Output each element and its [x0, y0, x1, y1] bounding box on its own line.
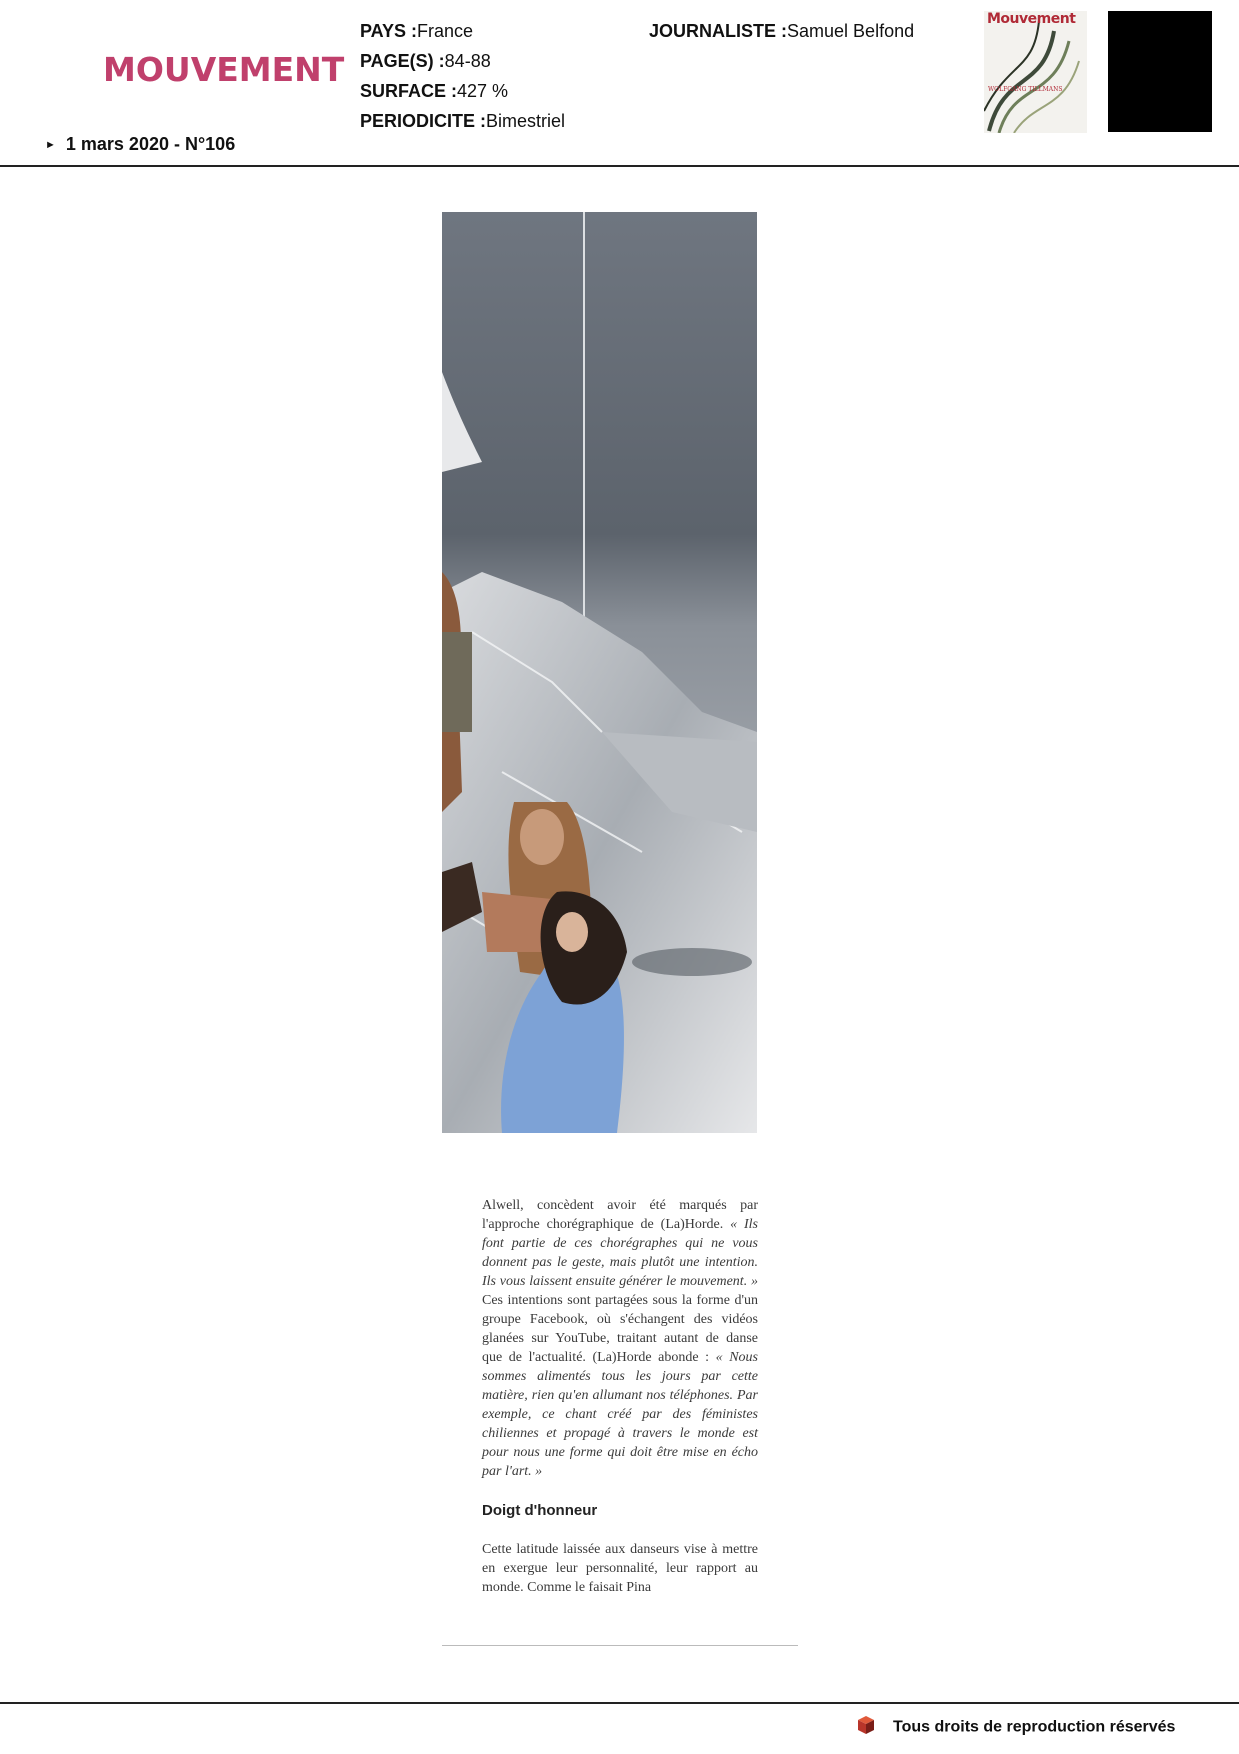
footer-divider	[0, 1702, 1239, 1704]
magazine-cover-thumbnail	[984, 11, 1087, 133]
article-paragraph-1: Alwell, concèdent avoir été marqués par l'approche chorégraphique de (La)Horde. « Ils font partie de ces chorégraphes qui ne vous donnent pas le geste, mais plutôt une intention. Ils vous laissent ensuite générer le mouvement. » Ces intentions sont partagées sous la forme d'un groupe Facebook, où s'échangent des vidéos glanées sur YouTube, traitant autant de danse que de l'actualité. (La)Horde abonde : « Nous sommes alimentés tous les jours par cette matière, rien qu'en allumant nos téléphones. Par exemple, ce chant créé par des féministes chiliennes et propagé à travers le monde est pour nous une forme qui doit être mise en écho par l'art. »	[482, 1198, 759, 1479]
article-subheading: Doigt d'honneur	[482, 1502, 598, 1519]
meta-info-left	[360, 16, 565, 136]
redacted-block	[1108, 11, 1212, 132]
article-paragraph-2: Cette latitude laissée aux danseurs vise à mettre en exergue leur personnalité, leur rapport au monde. Comme le faisait Pina	[482, 1542, 758, 1595]
article-photo	[442, 212, 757, 1133]
cover-art	[984, 11, 1087, 133]
header-divider	[0, 165, 1239, 167]
quote-1: « Ils font partie de ces chorégraphes qui ne vous donnent pas le geste, mais plutôt une intention. Ils vous laissent ensuite générer le mouvement. »	[482, 1217, 759, 1289]
photo-scene	[442, 212, 757, 1133]
issue-date-text: 1 mars 2020 - N°106	[65, 134, 236, 154]
meta-country: PAYS :France	[360, 21, 474, 41]
meta-periodicity: PERIODICITE :Bimestriel	[360, 111, 566, 131]
arrow-right-icon: ►	[45, 139, 56, 151]
issue-date	[45, 134, 235, 155]
meta-pages: PAGE(S) :84-88	[360, 51, 491, 71]
rights-text: Tous droits de reproduction réservés	[893, 1718, 1176, 1736]
meta-journalist: JOURNALISTE :Samuel Belfond	[649, 21, 915, 41]
cover-subtitle: WOLFGANG TILLMANS	[988, 86, 1063, 93]
cover-title: Mouvement	[987, 11, 1076, 27]
article-body	[482, 1196, 758, 1597]
footer-rights	[857, 1715, 1175, 1740]
quote-2: « Nous sommes alimentés tous les jours par cette matière, rien qu'en allumant nos téléphones. Par exemple, ce chant créé par des féministes chiliennes et propagé à travers le monde est pour nous une forme qui doit être mise en écho par l'art. »	[482, 1350, 758, 1479]
cube-icon	[857, 1715, 875, 1740]
meta-surface: SURFACE :427 %	[360, 81, 509, 101]
article-divider	[442, 1645, 798, 1646]
publication-logo: MOUVEMENT	[103, 50, 345, 89]
